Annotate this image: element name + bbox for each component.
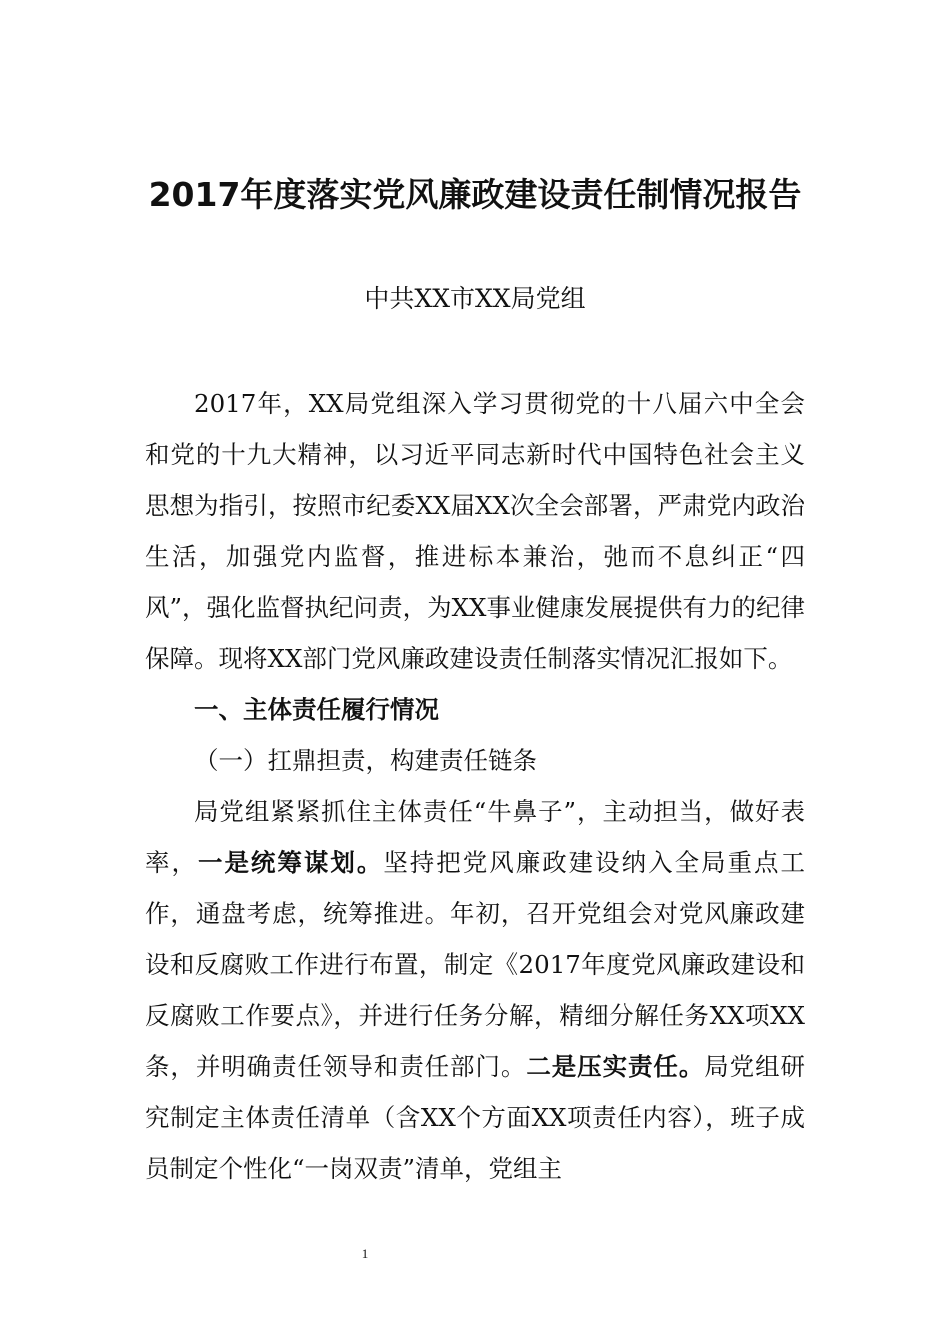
bold-emphasis: 一是统筹谋划。 [197,848,384,877]
paragraph-text: 局党组研究制定主体责任清单（含XX个方面XX项责任内容），班子成员制定个性化“一岗双责”清单，党组主 [145,1052,806,1183]
subsection-heading: （一）扛鼎担责，构建责任链条 [194,746,537,775]
body-paragraph [145,786,805,1194]
section-heading: 一、主体责任履行情况 [194,695,439,724]
document-author: 中共XX市XX局党组 [364,284,586,313]
document-title: 2017年度落实党风廉政建设责任制情况报告 [148,175,802,214]
intro-paragraph: 2017年，XX局党组深入学习贯彻党的十八届六中全会和党的十九大精神，以习近平同志新时代中国特色社会主义思想为指引，按照市纪委XX届XX次全会部署，严肃党内政治生活，加强党内监督，推进标本兼治，弛而不息纠正“四风”，强化监督执纪问责，为XX事业健康发展提供有力的纪律保障。现将XX部门党风廉政建设责任制落实情况汇报如下。 [145,389,805,673]
paragraph-text: 坚持把党风廉政建设纳入全局重点工作，通盘考虑，统筹推进。年初，召开党组会对党风廉政建设和反腐败工作进行布置，制定《2017年度党风廉政建设和反腐败工作要点》，并进行任务分解，精细分解任务XX项XX条，并明确责任领导和责任部门。 [145,848,806,1081]
document-body [145,378,805,1194]
bold-emphasis: 二是压实责任。 [526,1052,705,1081]
paragraph-text: 局党组紧紧抓住主体责任“牛鼻子”，主动担当，做好表率， [145,797,805,877]
page-number: 1 [361,1246,369,1261]
